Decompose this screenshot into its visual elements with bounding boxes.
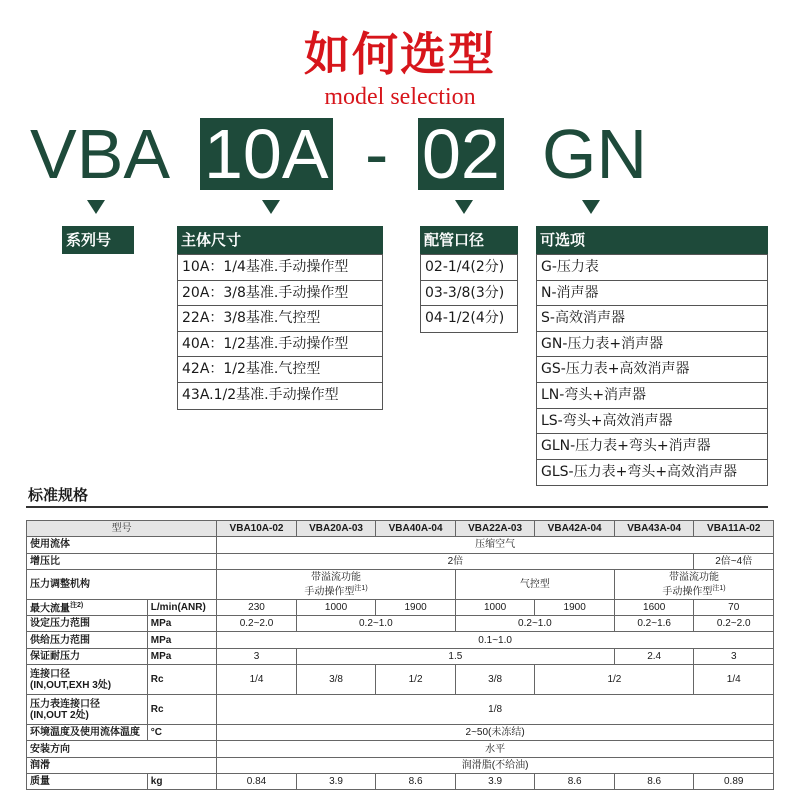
row-label: 质量 <box>27 773 148 789</box>
footnote-mark: 注1) <box>712 584 726 592</box>
table-row <box>27 553 774 569</box>
divider <box>26 506 768 508</box>
header-cell: VBA22A-03 <box>455 521 535 537</box>
series-header: 系列号 <box>62 226 134 254</box>
table-cell: 8.6 <box>614 773 694 789</box>
row-label: 压力调整机构 <box>27 569 217 599</box>
table-cell: 1/4 <box>694 665 774 695</box>
row-unit: L/min(ANR) <box>147 599 216 615</box>
table-cell: 230 <box>217 599 297 615</box>
spec-table <box>26 520 774 790</box>
row-unit: MPa <box>147 616 216 632</box>
size-header: 主体尺寸 <box>177 226 383 254</box>
option-list <box>536 254 768 486</box>
list-item: G-压力表 <box>537 255 767 281</box>
list-item: GLN-压力表+弯头+消声器 <box>537 434 767 460</box>
header-cell: VBA10A-02 <box>217 521 297 537</box>
table-cell: 0.2~1.6 <box>614 616 694 632</box>
table-row <box>27 773 774 789</box>
header-cell: VBA40A-04 <box>376 521 456 537</box>
table-cell: 3/8 <box>296 665 376 695</box>
row-label-text: (IN,OUT,EXH 3处) <box>30 679 112 691</box>
row-label: 安装方向 <box>27 741 217 757</box>
option-header: 可选项 <box>536 226 768 254</box>
row-label: 保证耐压力 <box>27 648 148 664</box>
table-cell: 3/8 <box>455 665 535 695</box>
code-dash: - <box>365 115 389 193</box>
header-cell: VBA42A-04 <box>535 521 615 537</box>
row-label-text: 最大流量 <box>30 603 70 615</box>
table-cell: 0.89 <box>694 773 774 789</box>
row-label: 增压比 <box>27 553 217 569</box>
table-row <box>27 665 774 695</box>
list-item: N-消声器 <box>537 281 767 307</box>
list-item: S-高效消声器 <box>537 306 767 332</box>
row-unit: kg <box>147 773 216 789</box>
table-cell: 1.5 <box>296 648 614 664</box>
list-item: 22A：3/8基准.气控型 <box>178 306 382 332</box>
row-unit: Rc <box>147 695 216 725</box>
table-row <box>27 695 774 725</box>
list-item: 40A：1/2基准.手动操作型 <box>178 332 382 358</box>
table-row <box>27 521 774 537</box>
table-cell: 1900 <box>535 599 615 615</box>
row-unit: MPa <box>147 648 216 664</box>
table-cell: 气控型 <box>455 569 614 599</box>
table-cell: 1/4 <box>217 665 297 695</box>
port-list <box>420 254 518 333</box>
row-label-text: (IN,OUT 2处) <box>30 709 89 721</box>
list-item: LN-弯头+消声器 <box>537 383 767 409</box>
table-row <box>27 757 774 773</box>
cell-text: 带溢流功能 <box>668 571 719 583</box>
table-cell: 2.4 <box>614 648 694 664</box>
list-item: LS-弯头+高效消声器 <box>537 409 767 435</box>
table-cell <box>217 569 456 599</box>
table-cell: 8.6 <box>376 773 456 789</box>
table-cell: 1000 <box>455 599 535 615</box>
header-cell: 型号 <box>27 521 217 537</box>
code-size: 10A <box>200 118 333 190</box>
list-item: 04-1/2(4分) <box>425 310 505 327</box>
arrow-down-icon <box>262 200 280 214</box>
table-cell: 0.2~1.0 <box>455 616 614 632</box>
row-label: 供给压力范围 <box>27 632 148 648</box>
table-cell: 1/2 <box>376 665 456 695</box>
row-label <box>27 665 148 695</box>
table-cell: 水平 <box>217 741 774 757</box>
table-cell: 2~50(未冻结) <box>217 725 774 741</box>
list-item: 20A：3/8基准.手动操作型 <box>178 281 382 307</box>
row-label <box>27 599 148 615</box>
table-cell: 3.9 <box>455 773 535 789</box>
header-cell: VBA20A-03 <box>296 521 376 537</box>
row-label: 润滑 <box>27 757 217 773</box>
footnote-mark: 注2) <box>70 602 84 610</box>
table-cell: 1900 <box>376 599 456 615</box>
list-item: GLS-压力表+弯头+高效消声器 <box>541 463 738 480</box>
row-unit: °C <box>147 725 216 741</box>
table-row <box>27 741 774 757</box>
table-cell: 润滑脂(不给油) <box>217 757 774 773</box>
list-item: 43A.1/2基准.手动操作型 <box>182 386 339 403</box>
list-item: 42A：1/2基准.气控型 <box>178 357 382 383</box>
list-item: 03-3/8(3分) <box>421 281 517 307</box>
table-cell: 3 <box>217 648 297 664</box>
list-item: GN-压力表+消声器 <box>537 332 767 358</box>
port-header: 配管口径 <box>420 226 518 254</box>
spec-title: 标准规格 <box>28 486 89 504</box>
table-cell: 1/2 <box>535 665 694 695</box>
table-cell: 0.2~2.0 <box>694 616 774 632</box>
arrow-down-icon <box>582 200 600 214</box>
arrow-down-icon <box>87 200 105 214</box>
size-list <box>177 254 383 410</box>
header-cell: VBA11A-02 <box>694 521 774 537</box>
row-label: 设定压力范围 <box>27 616 148 632</box>
cell-text: 手动操作型 <box>662 586 713 598</box>
table-cell: 8.6 <box>535 773 615 789</box>
table-cell: 2倍 <box>217 553 694 569</box>
table-cell: 1600 <box>614 599 694 615</box>
table-cell: 1/8 <box>217 695 774 725</box>
row-label: 使用流体 <box>27 537 217 553</box>
table-row <box>27 616 774 632</box>
table-cell: 70 <box>694 599 774 615</box>
table-row <box>27 648 774 664</box>
list-item: GS-压力表+高效消声器 <box>537 357 767 383</box>
row-unit: Rc <box>147 665 216 695</box>
table-row <box>27 632 774 648</box>
row-label: 环境温度及使用流体温度 <box>27 725 148 741</box>
cell-text: 手动操作型 <box>304 586 355 598</box>
row-label <box>27 695 148 725</box>
table-cell: 3 <box>694 648 774 664</box>
code-option: GN <box>542 115 647 193</box>
table-row <box>27 569 774 599</box>
code-series: VBA <box>30 115 171 193</box>
row-unit: MPa <box>147 632 216 648</box>
cell-text: 带溢流功能 <box>311 571 362 583</box>
row-label-text: 压力表连接口径 <box>30 698 100 710</box>
list-item: 02-1/4(2分) <box>421 255 517 281</box>
table-cell: 1000 <box>296 599 376 615</box>
table-cell: 0.84 <box>217 773 297 789</box>
list-item: 10A：1/4基准.手动操作型 <box>178 255 382 281</box>
table-cell: 0.2~1.0 <box>296 616 455 632</box>
table-row <box>27 537 774 553</box>
table-cell: 3.9 <box>296 773 376 789</box>
table-cell: 0.2~2.0 <box>217 616 297 632</box>
table-cell: 压缩空气 <box>217 537 774 553</box>
table-cell: 2倍~4倍 <box>694 553 774 569</box>
page-subtitle: model selection <box>324 84 476 110</box>
code-port: 02 <box>418 118 504 190</box>
footnote-mark: 注1) <box>354 584 368 592</box>
page-title: 如何选型 <box>304 27 496 81</box>
table-cell: 0.1~1.0 <box>217 632 774 648</box>
row-label-text: 连接口径 <box>30 668 70 680</box>
table-row <box>27 725 774 741</box>
table-row <box>27 599 774 615</box>
table-cell <box>614 569 773 599</box>
arrow-down-icon <box>455 200 473 214</box>
header-cell: VBA43A-04 <box>614 521 694 537</box>
